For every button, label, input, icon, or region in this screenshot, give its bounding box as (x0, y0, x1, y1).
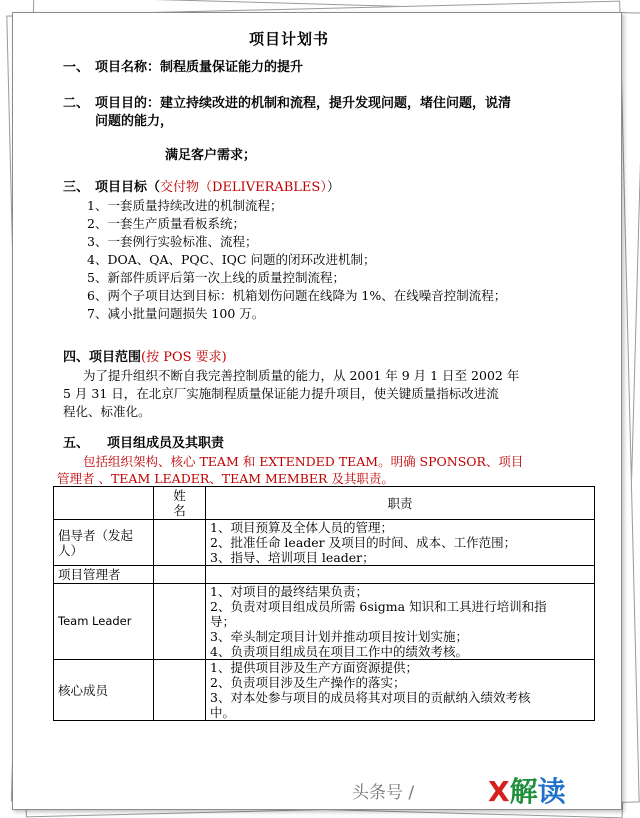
watermark-logo: X解读 (488, 775, 566, 808)
scope-line-3: 程化、标准化。 (63, 404, 151, 419)
name-cell (154, 566, 206, 584)
responsibilities-table (53, 486, 595, 721)
role-cell: Team Leader (54, 584, 154, 660)
table-row (54, 660, 595, 721)
section-1-text: 项目名称：制程质量保证能力的提升 (95, 60, 304, 75)
name-cell (154, 660, 206, 721)
section-5-number: 五、 (63, 436, 90, 451)
table-header-name: 姓 名 (154, 487, 206, 520)
section-5-note-line-2: 管理者 、TEAM LEADER、TEAM MEMBER 及其职责。 (57, 471, 394, 486)
goal-item-5: 5、新部件质评后第一次上线的质量控制流程； (87, 270, 345, 285)
section-5-heading: 项目组成员及其职责 (107, 436, 225, 451)
name-cell (154, 584, 206, 660)
name-cell (154, 520, 206, 566)
section-4-heading: 四、项目范围(按 POS 要求) (63, 350, 227, 365)
section-5-note-line-1: 包括组织架构、核心 TEAM 和 EXTENDED TEAM。明确 SPONSOR、项目 (83, 454, 524, 469)
goal-item-2: 2、一套生产质量看板系统； (87, 216, 245, 231)
document-page (12, 12, 622, 810)
table-header-row (54, 487, 595, 520)
table-header-role (54, 487, 154, 520)
scope-line-1: 为了提升组织不断自我完善控制质量的能力，从 2001 年 9 月 1 日至 2002 年 (83, 368, 520, 383)
goal-item-3: 3、一套例行实验标准、流程； (87, 234, 258, 249)
duty-cell: 1、提供项目涉及生产方面资源提供； 2、负责项目涉及生产操作的落实； 3、对本处参与项目的成员将其对项目的贡献纳入绩效考核 中。 (206, 660, 595, 721)
duty-cell (206, 566, 595, 584)
scope-line-2: 5 月 31 日，在北京厂实施制程质量保证能力提升项目，使关键质量指标改进流 (63, 386, 499, 401)
goal-item-6: 6、两个子项目达到目标：机箱划伤问题在线降为 1%、在线噪音控制流程； (87, 288, 507, 303)
table-row (54, 566, 595, 584)
goal-item-4: 4、DOA、QA、PQC、IQC 问题的闭环改进机制； (87, 252, 376, 267)
document-title: 项目计划书 (249, 30, 330, 48)
role-cell: 核心成员 (54, 660, 154, 721)
role-cell: 项目管理者 (54, 566, 154, 584)
table-row (54, 584, 595, 660)
goal-item-1: 1、一套质量持续改进的机制流程； (87, 198, 283, 213)
section-3-number: 三、 (63, 180, 90, 195)
table-row (54, 520, 595, 566)
duty-cell: 1、项目预算及全体人员的管理； 2、批准任命 leader 及项目的时间、成本、工作范围； 3、指导、培训项目 leader； (206, 520, 595, 566)
duty-cell: 1、对项目的最终结果负责； 2、负责对项目组成员所需 6sigma 知识和工具进行培训和指 导； 3、牵头制定项目计划并推动项目按计划实施； 4、负责项目组成员在项目工作中的绩效考核。 (206, 584, 595, 660)
role-cell: 倡导者（发起 人） (54, 520, 154, 566)
section-2-line-3: 满足客户需求； (165, 148, 257, 163)
section-3-heading: 项目目标（交付物（DELIVERABLES）） (95, 180, 340, 195)
section-2-line-1: 项目目的：建立持续改进的机制和流程，提升发现问题，堵住问题，说清 (95, 96, 512, 111)
section-2-line-2: 问题的能力， (95, 114, 174, 129)
section-2-number: 二、 (63, 96, 90, 111)
table-header-duty: 职责 (206, 487, 595, 520)
goal-item-7: 7、减小批量问题损失 100 万。 (87, 306, 265, 321)
watermark-text: 头条号 / (352, 783, 415, 803)
section-1-number: 一、 (63, 60, 90, 75)
